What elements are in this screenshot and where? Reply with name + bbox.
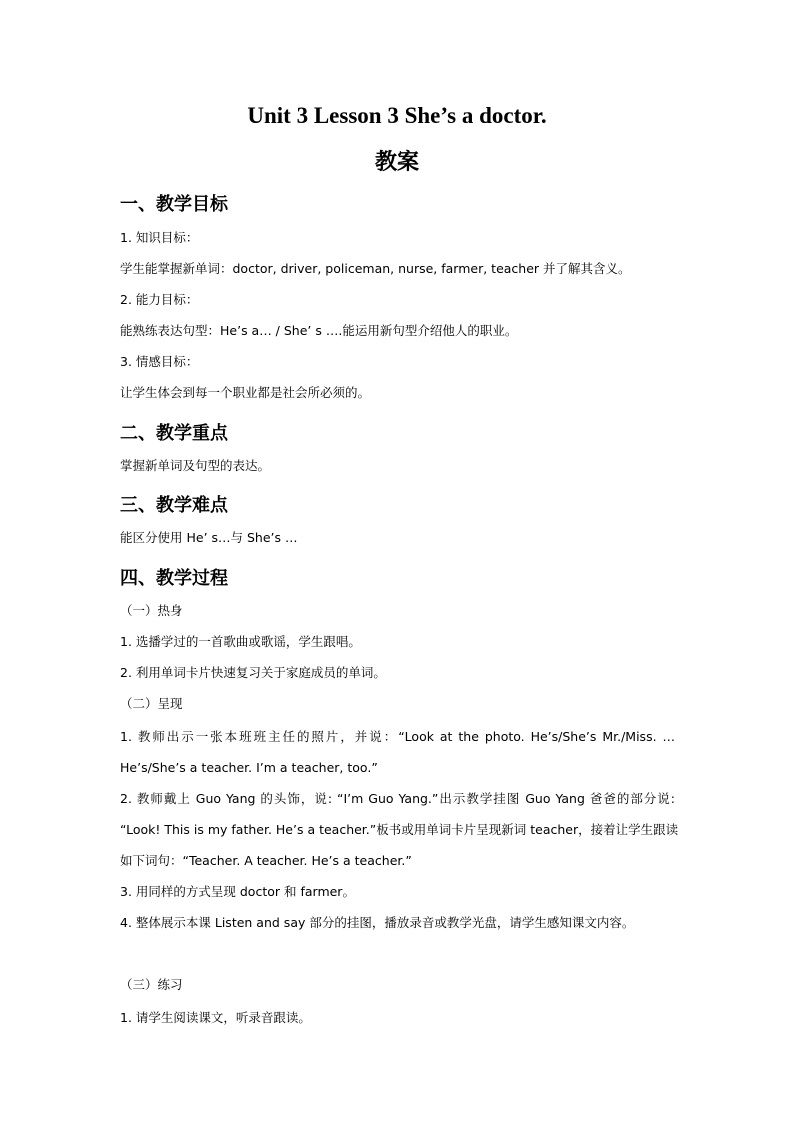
process-presentation-step-1-line-1: 1. 教师出示一张本班班主任的照片，并说：“Look at the photo. He’s/She’s Mr./Miss. … [120, 729, 675, 744]
process-presentation-label: （二）呈现 [120, 696, 183, 711]
process-practice-label: （三）练习 [120, 977, 183, 992]
document-subtitle: 教案 [374, 150, 419, 175]
objective-knowledge-text: 学生能掌握新单词：doctor, driver, policeman, nurse, farmer, teacher 并了解其含义。 [120, 261, 631, 276]
process-warmup-step-2: 2. 利用单词卡片快速复习关于家庭成员的单词。 [120, 665, 386, 680]
section-heading-objectives: 一、教学目标 [120, 194, 228, 215]
process-warmup-label: （一）热身 [120, 603, 183, 618]
objective-emotion-label: 3. 情感目标： [120, 354, 199, 369]
section-heading-process: 四、教学过程 [120, 568, 228, 589]
section-heading-difficulties: 三、教学难点 [120, 495, 228, 516]
difficulties-text: 能区分使用 He’ s…与 She’s … [120, 530, 298, 545]
objective-knowledge-label: 1. 知识目标： [120, 230, 199, 245]
section-heading-key-points: 二、教学重点 [120, 423, 228, 444]
process-presentation-step-1-line-2: He’s/She’s a teacher. I’m a teacher, too.” [120, 760, 378, 775]
document-title: Unit 3 Lesson 3 She’s a doctor. [247, 103, 547, 128]
objective-ability-label: 2. 能力目标： [120, 292, 199, 307]
process-presentation-step-4: 4. 整体展示本课 Listen and say 部分的挂图，播放录音或教学光盘，请学生感知课文内容。 [120, 915, 635, 930]
objective-ability-text: 能熟练表达句型：He’s a… / She’ s ….能运用新句型介绍他人的职业。 [120, 323, 518, 338]
process-presentation-step-2-line-1: 2. 教师戴上 Guo Yang 的头饰，说: “I’m Guo Yang.”出示教学挂图 Guo Yang 爸爸的部分说: [120, 791, 675, 806]
process-practice-step-1: 1. 请学生阅读课文，听录音跟读。 [120, 1010, 311, 1025]
process-presentation-step-2-line-3: 如下词句：“Teacher. A teacher. He’s a teacher.” [120, 853, 412, 868]
process-warmup-step-1: 1. 选播学过的一首歌曲或歌谣，学生跟唱。 [120, 634, 361, 649]
process-presentation-step-3: 3. 用同样的方式呈现 doctor 和 farmer。 [120, 884, 355, 899]
objective-emotion-text: 让学生体会到每一个职业都是社会所必须的。 [120, 385, 371, 400]
process-presentation-step-2-line-2: “Look! This is my father. He’s a teacher.”板书或用单词卡片呈现新词 teacher，接着让学生跟读 [120, 822, 679, 837]
key-points-text: 掌握新单词及句型的表达。 [120, 458, 271, 473]
